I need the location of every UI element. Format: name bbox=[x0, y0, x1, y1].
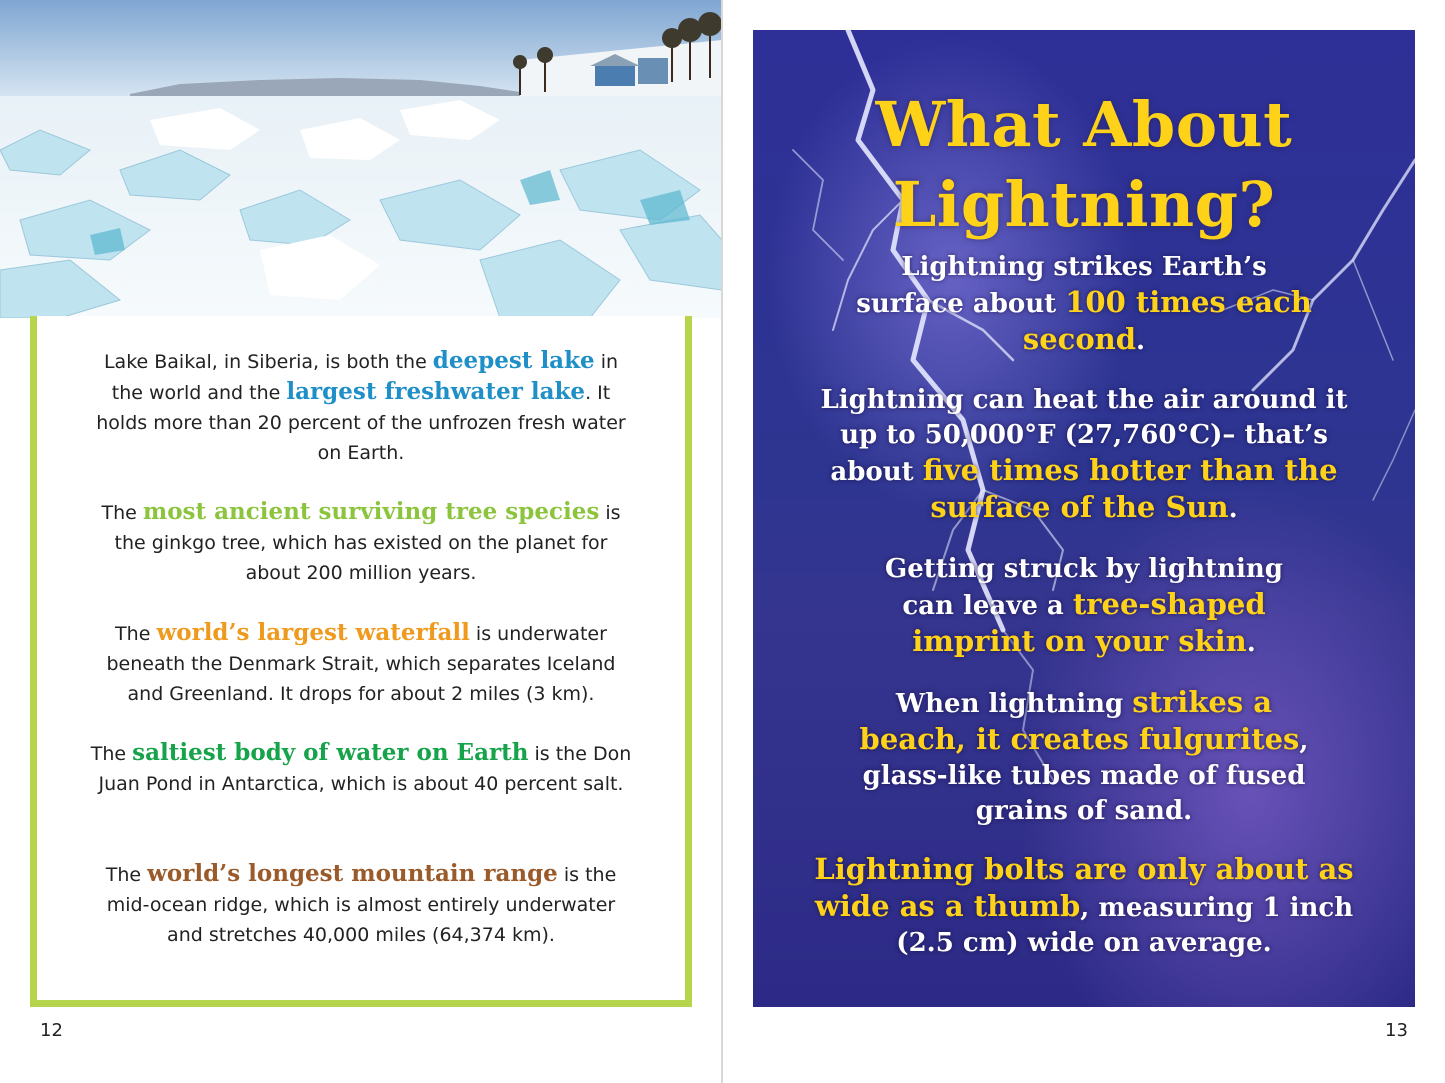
lightning-fact-width bbox=[803, 852, 1365, 961]
fact-text: Lightning can heat the air around it up to 50,000°F (27,760°C)– that’s about bbox=[820, 385, 1348, 487]
fact-mountain-range bbox=[87, 859, 635, 950]
frozen-lake-photo bbox=[0, 0, 722, 318]
fact-text: The bbox=[90, 743, 133, 765]
lightning-fact-heat bbox=[803, 383, 1365, 527]
fact-text: The bbox=[115, 623, 157, 645]
fact-text: is the Don Juan Pond in Antarctica, which is about 40 percent salt. bbox=[98, 743, 632, 795]
title-line-2: Lightning? bbox=[892, 168, 1276, 241]
fact-text: The bbox=[101, 502, 143, 524]
fact-text: , glass-like tubes made of fused grains of sand. bbox=[862, 726, 1309, 826]
page-title bbox=[793, 85, 1375, 245]
page-number-left: 12 bbox=[40, 1020, 63, 1041]
fact-text: Getting struck by lightning can leave a bbox=[885, 554, 1283, 621]
facts-box bbox=[30, 316, 692, 1007]
fact-text: . bbox=[1246, 628, 1256, 658]
fact-text: is the ginkgo tree, which has existed on the planet for about 200 million years. bbox=[114, 502, 621, 584]
fact-waterfall bbox=[87, 618, 635, 709]
lightning-fact-imprint bbox=[863, 552, 1305, 661]
highlight-saltiest-water: saltiest body of water on Earth bbox=[132, 739, 529, 766]
fact-text: Lake Baikal, in Siberia, is both the bbox=[103, 351, 433, 373]
highlight-fulgurites: strikes a beach, it creates fulgurites bbox=[859, 685, 1300, 756]
highlight-100-times: 100 times each second bbox=[1022, 285, 1312, 356]
highlight-longest-mountain-range: world’s longest mountain range bbox=[147, 860, 558, 887]
lightning-fact-frequency bbox=[853, 250, 1315, 359]
highlight-largest-freshwater-lake: largest freshwater lake bbox=[286, 378, 586, 405]
highlight-wide-as-thumb: Lightning bolts are only about as wide as a thumb bbox=[814, 852, 1354, 923]
highlight-tree-shaped-imprint: tree-shaped imprint on your skin bbox=[912, 587, 1266, 658]
fact-text: is the mid-ocean ridge, which is almost entirely underwater and stretches 40,000 miles (64,374 km). bbox=[106, 864, 617, 946]
lightning-fact-fulgurites bbox=[838, 685, 1330, 829]
fact-text: . bbox=[1136, 326, 1146, 356]
fact-text: in the world and the bbox=[111, 351, 619, 404]
fact-text: . It holds more than 20 percent of the unfrozen fresh water on Earth. bbox=[96, 382, 626, 464]
highlight-ancient-tree: most ancient surviving tree species bbox=[142, 498, 600, 525]
page-number-right: 13 bbox=[1385, 1020, 1408, 1041]
left-page bbox=[0, 0, 722, 1083]
fact-text: is underwater beneath the Denmark Strait, which separates Iceland and Greenland. It drops for about 2 miles (3 km). bbox=[106, 623, 616, 705]
fact-ginkgo bbox=[87, 497, 635, 588]
fact-text: , measuring 1 inch (2.5 cm) wide on average. bbox=[896, 893, 1354, 958]
right-page bbox=[723, 0, 1445, 1083]
highlight-five-times-hotter: five times hotter than the surface of the Sun bbox=[922, 453, 1338, 524]
fact-text: The bbox=[105, 864, 148, 886]
fact-lake-baikal bbox=[87, 346, 635, 468]
highlight-largest-waterfall: world’s largest waterfall bbox=[156, 619, 470, 646]
title-line-1: What About bbox=[875, 88, 1293, 161]
fact-saltiest-water bbox=[87, 738, 635, 799]
fact-text: . bbox=[1228, 494, 1238, 524]
fact-text: When lightning bbox=[895, 689, 1133, 719]
lightning-panel bbox=[753, 30, 1415, 1007]
highlight-deepest-lake: deepest lake bbox=[432, 347, 595, 374]
fact-text: Lightning strikes Earth’s surface about bbox=[856, 252, 1267, 319]
